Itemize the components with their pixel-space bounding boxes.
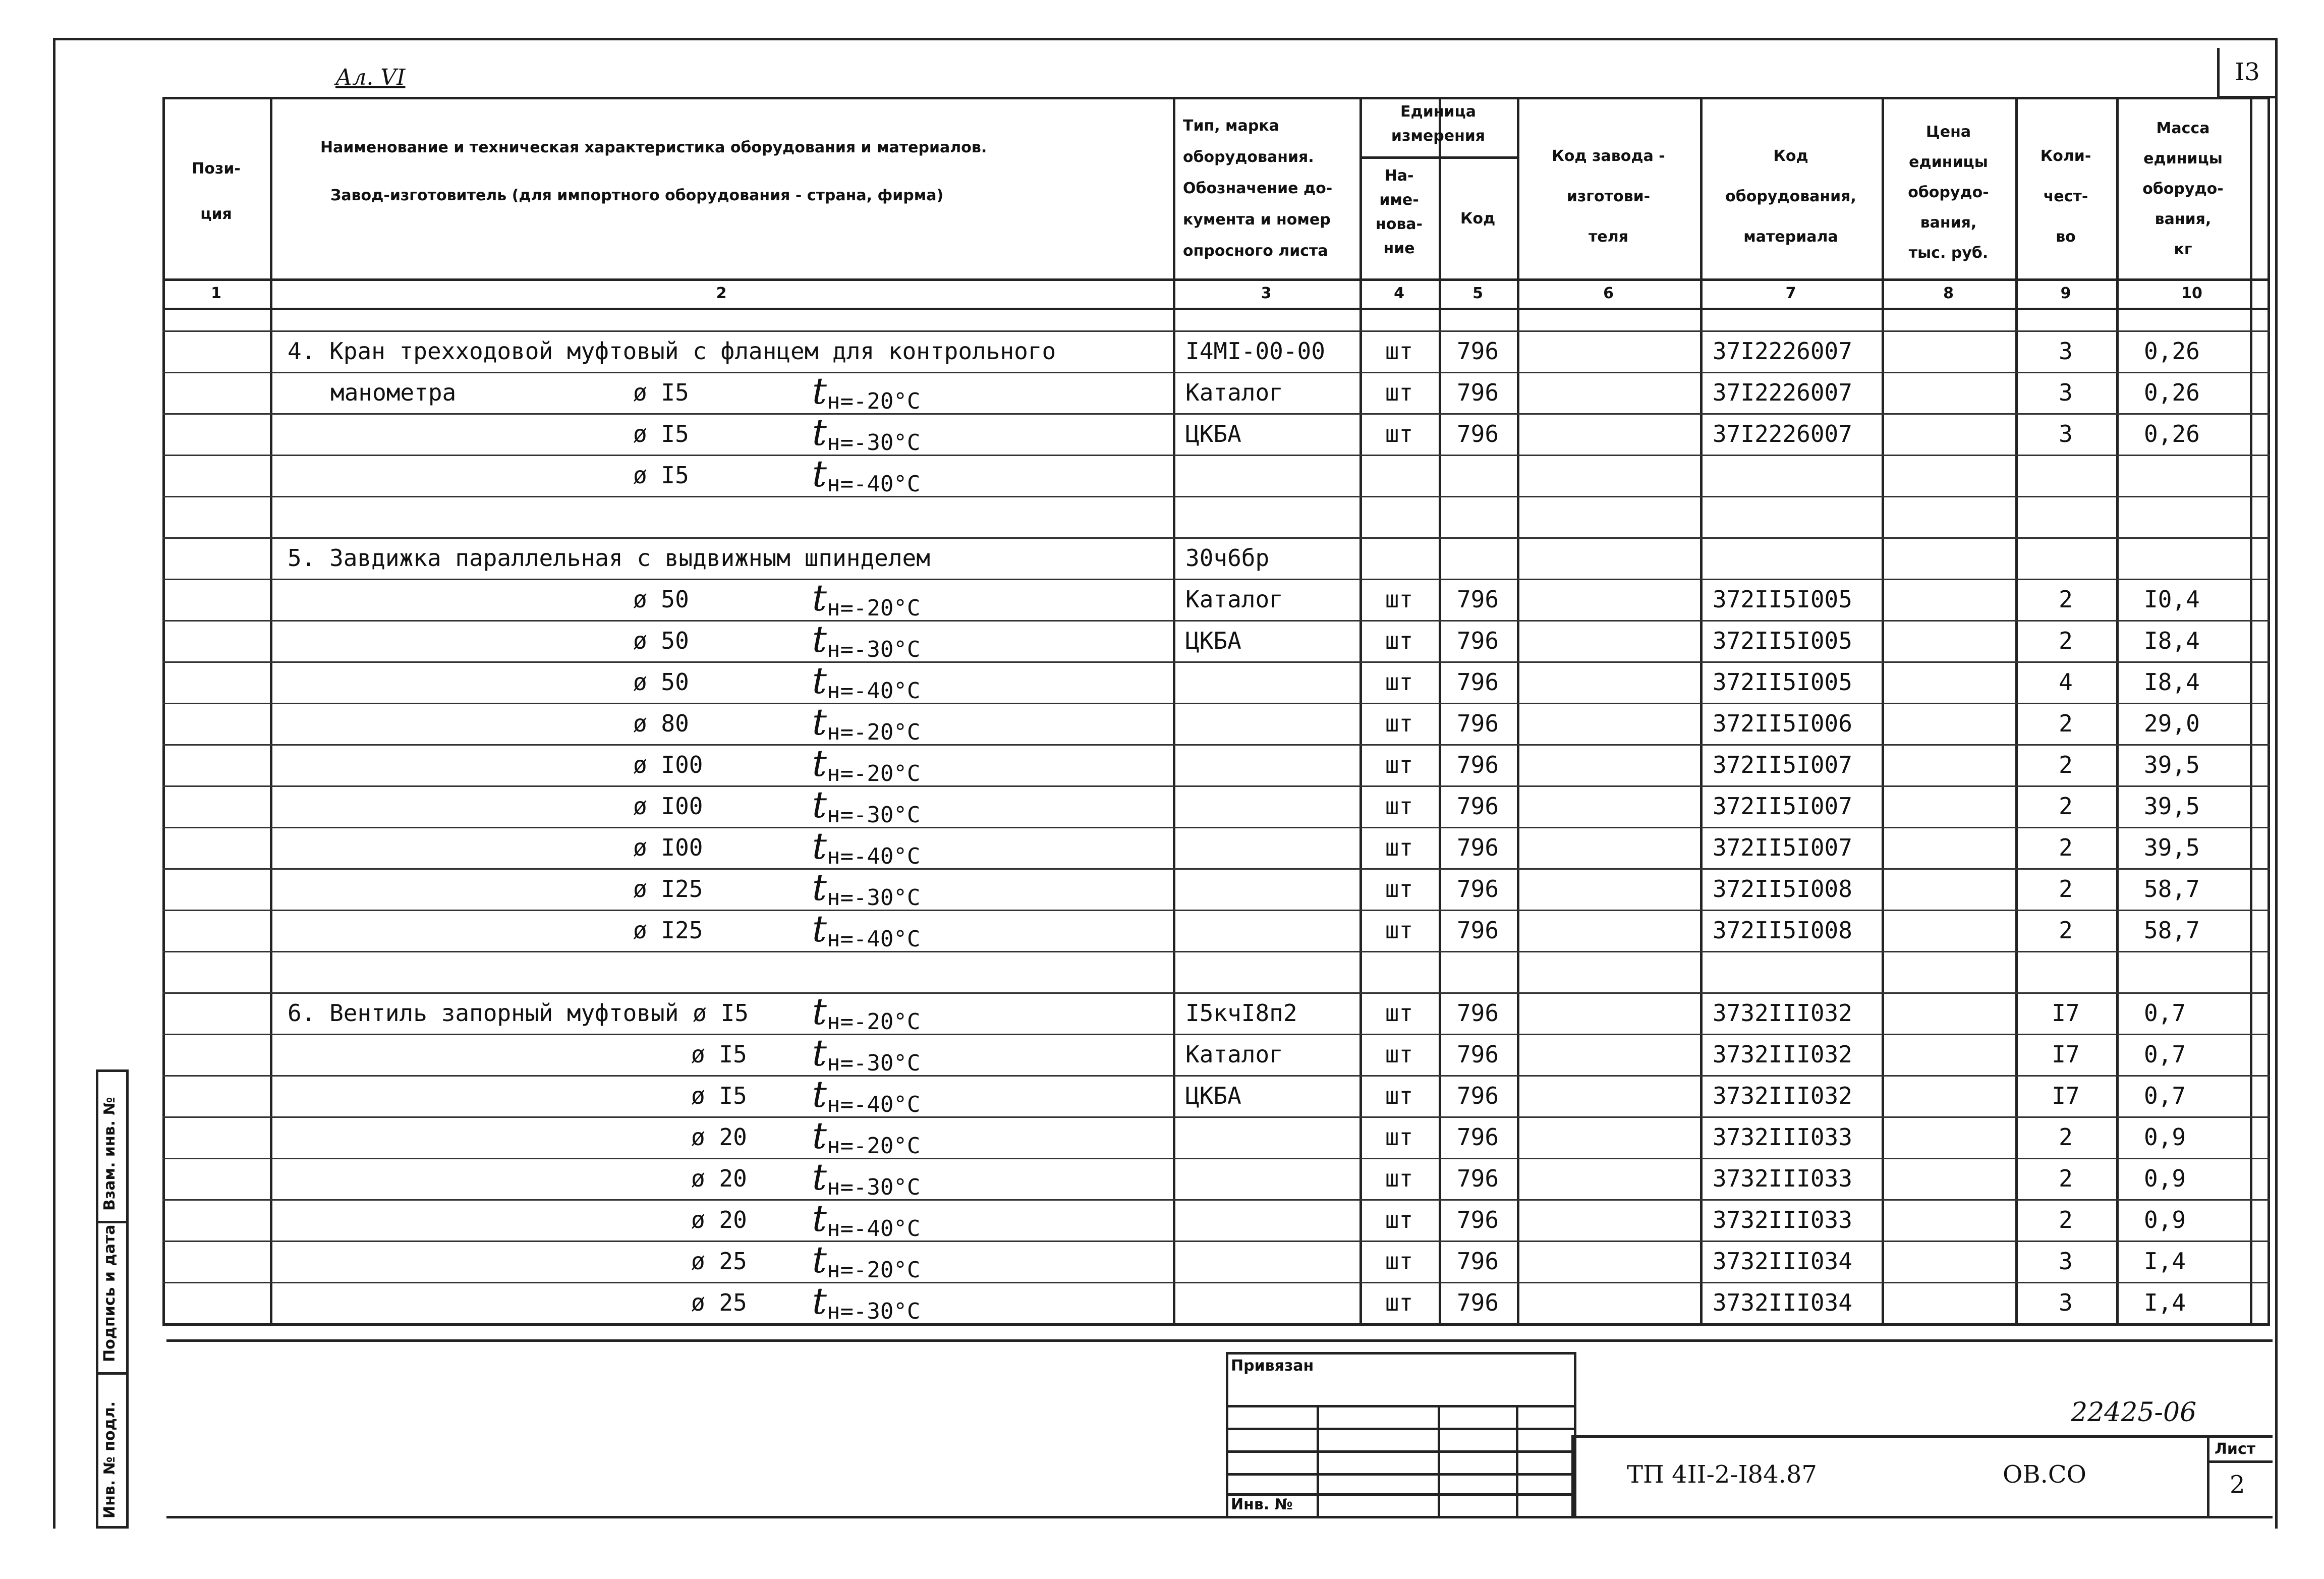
archive-number: 22425-06 (2071, 1397, 2197, 1428)
temp-value: =-20°C (840, 595, 921, 621)
nominal-diameter: ø 50 (633, 668, 689, 696)
quantity: 3 (2059, 379, 2073, 406)
equipment-type: I4MI-00-00 (1185, 337, 1325, 365)
design-temperature (812, 908, 920, 950)
inv-orig-label: Инв. № подл. (101, 1401, 119, 1518)
row-line (162, 1240, 2270, 1242)
row-line (162, 455, 2270, 456)
header-cell: Код (1460, 210, 1496, 228)
row-line (162, 496, 2270, 497)
unit-code: 796 (1456, 875, 1499, 903)
unit-mass: 39,5 (2144, 793, 2200, 820)
column-number: 5 (1472, 284, 1483, 302)
temp-symbol: t (812, 783, 827, 826)
unit-code: 796 (1456, 420, 1499, 447)
design-temperature (812, 1114, 920, 1157)
quantity: 4 (2059, 668, 2073, 696)
nominal-diameter: ø 20 (691, 1165, 747, 1192)
temp-symbol: t (812, 1238, 827, 1281)
sheet-value: 2 (2230, 1471, 2245, 1499)
equipment-type: Каталог (1185, 1041, 1283, 1068)
header-cell: На- (1384, 167, 1414, 185)
quantity: 2 (2059, 793, 2073, 820)
unit-mass: 0,26 (2144, 337, 2200, 365)
header-cell: име- (1379, 191, 1419, 209)
header-cell: опросного листа (1183, 242, 1328, 260)
design-temperature (812, 1032, 920, 1074)
temp-value: =-30°C (840, 1050, 921, 1076)
unit-name: шт (1385, 1041, 1413, 1068)
design-temperature (812, 1156, 920, 1198)
header-cell: тыс. руб. (1908, 244, 1989, 262)
unit-name: шт (1385, 1082, 1413, 1109)
temp-subscript: н (826, 761, 840, 786)
column-number: 1 (211, 284, 221, 302)
unit-name: шт (1385, 999, 1413, 1027)
sheet-number: I3 (2217, 48, 2275, 98)
unit-mass: I0,4 (2144, 586, 2200, 613)
row-line (162, 413, 2270, 415)
nominal-diameter: ø I5 (691, 1082, 747, 1109)
unit-name: шт (1385, 420, 1413, 447)
design-temperature (812, 1197, 921, 1242)
column-number: 2 (716, 284, 727, 302)
temp-value: =-20°C (840, 1009, 921, 1035)
equipment-code: 3732III033 (1713, 1206, 1852, 1233)
temp-symbol: t (812, 659, 827, 702)
nominal-diameter: ø I00 (633, 751, 703, 778)
temp-value: =-40°C (840, 926, 921, 952)
quantity: 2 (2059, 1206, 2073, 1233)
header-cell: единицы (1909, 153, 1988, 171)
row-line (162, 785, 2270, 787)
temp-symbol: t (812, 453, 827, 495)
equipment-type: Каталог (1185, 586, 1283, 613)
temp-value: =-30°C (840, 885, 921, 911)
equipment-code: 372II5I005 (1713, 668, 1852, 696)
quantity: 3 (2059, 1248, 2073, 1275)
header-cell: оборудо- (2142, 180, 2224, 198)
equipment-type: ЦКБА (1185, 627, 1241, 654)
equipment-code: 372II5I007 (1713, 751, 1852, 778)
temp-subscript: н (826, 1009, 840, 1035)
unit-mass: 58,7 (2144, 917, 2200, 944)
header-cell: Единица (1400, 103, 1476, 121)
unit-code: 796 (1456, 710, 1499, 737)
equipment-code: 372II5I008 (1713, 917, 1852, 944)
equipment-code: 3732III033 (1713, 1123, 1852, 1151)
equipment-code: 3732III033 (1713, 1165, 1852, 1192)
header-cell: ние (1383, 240, 1415, 257)
unit-name: шт (1385, 1165, 1413, 1192)
sheet-label: Лист (2215, 1440, 2256, 1458)
header-cell: ция (200, 205, 232, 223)
nominal-diameter: ø I5 (633, 462, 689, 489)
unit-code: 796 (1456, 917, 1499, 944)
temp-subscript: н (826, 1257, 840, 1283)
header-cell: нова- (1375, 215, 1423, 233)
inv-no-label: Инв. № (1231, 1496, 1293, 1513)
equipment-code: 372II5I005 (1713, 586, 1852, 613)
unit-code: 796 (1456, 1123, 1499, 1151)
unit-name: шт (1385, 1206, 1413, 1233)
header-cell: измерения (1391, 127, 1486, 145)
nominal-diameter: ø 50 (633, 627, 689, 654)
design-temperature (812, 1073, 920, 1115)
nominal-diameter: ø 20 (691, 1123, 747, 1151)
unit-code: 796 (1456, 751, 1499, 778)
quantity: 2 (2059, 875, 2073, 903)
unit-mass: 58,7 (2144, 875, 2200, 903)
temp-symbol: t (812, 742, 827, 784)
temp-value: =-30°C (840, 1299, 921, 1324)
temp-value: =-20°C (840, 1257, 921, 1283)
item-name: 5. Завдижка параллельная с выдвижным шпинделем (288, 544, 930, 572)
column-number: 8 (1943, 284, 1954, 302)
nominal-diameter: ø I00 (633, 793, 703, 820)
header-cell: Обозначение до- (1183, 180, 1333, 197)
unit-mass: 0,7 (2144, 1041, 2186, 1068)
header-cell: оборудования, (1725, 188, 1856, 205)
equipment-code: 372II5I007 (1713, 834, 1852, 861)
temp-symbol: t (812, 866, 827, 909)
nominal-diameter: ø 80 (633, 710, 689, 737)
temp-symbol: t (812, 1197, 827, 1239)
header-cell: единицы (2143, 150, 2223, 167)
quantity: 2 (2059, 751, 2073, 778)
quantity: 2 (2059, 710, 2073, 737)
design-temperature (812, 577, 920, 619)
unit-name: шт (1385, 710, 1413, 737)
equipment-type: Каталог (1185, 379, 1283, 406)
quantity: 2 (2059, 1123, 2073, 1151)
temp-value: =-40°C (840, 1216, 921, 1242)
column-number: 4 (1394, 284, 1404, 302)
temp-subscript: н (826, 1174, 840, 1200)
equipment-code: 372II5I005 (1713, 627, 1852, 654)
header-cell: Коли- (2040, 147, 2091, 165)
row-line (162, 372, 2270, 373)
unit-code: 796 (1456, 1206, 1499, 1233)
temp-symbol: t (812, 1114, 827, 1157)
temp-subscript: н (826, 1216, 840, 1242)
unit-mass: 0,26 (2144, 420, 2200, 447)
unit-mass: 39,5 (2144, 834, 2200, 861)
unit-name: шт (1385, 379, 1413, 406)
design-temperature (812, 453, 920, 495)
temp-symbol: t (812, 990, 827, 1033)
grid-hline (162, 97, 2270, 99)
temp-subscript: н (826, 471, 840, 497)
item-name: 6. Вентиль запорный муфтовый ø I5 (288, 999, 749, 1027)
temp-value: =-20°C (840, 1133, 921, 1159)
temp-symbol: t (812, 1280, 827, 1322)
quantity: 2 (2059, 627, 2073, 654)
temp-symbol: t (812, 370, 827, 412)
temp-subscript: н (826, 802, 840, 828)
equipment-code: 37I2226007 (1713, 337, 1852, 365)
row-line (162, 910, 2270, 911)
quantity: 2 (2059, 586, 2073, 613)
nominal-diameter: ø 50 (633, 586, 689, 613)
unit-code: 796 (1456, 586, 1499, 613)
header-cell: теля (1589, 228, 1628, 246)
unit-name: шт (1385, 1289, 1413, 1316)
unit-code: 796 (1456, 1041, 1499, 1068)
nominal-diameter: ø 25 (691, 1248, 747, 1275)
temp-subscript: н (826, 1133, 840, 1159)
temp-subscript: н (826, 678, 840, 704)
nominal-diameter: ø I25 (633, 917, 703, 944)
quantity: I7 (2052, 1082, 2080, 1109)
unit-code: 796 (1456, 337, 1499, 365)
design-temperature (812, 783, 920, 826)
temp-symbol: t (812, 908, 827, 950)
nominal-diameter: ø I5 (691, 1041, 747, 1068)
nominal-diameter: ø 20 (691, 1206, 747, 1233)
temp-value: =-30°C (840, 802, 921, 828)
row-line (162, 1158, 2270, 1159)
unit-name: шт (1385, 1123, 1413, 1151)
temp-value: =-30°C (840, 430, 921, 456)
unit-code: 796 (1456, 834, 1499, 861)
design-temperature (812, 618, 920, 660)
unit-name: шт (1385, 627, 1413, 654)
unit-name: шт (1385, 751, 1413, 778)
unit-name: шт (1385, 834, 1413, 861)
unit-mass: 0,9 (2144, 1123, 2186, 1151)
equipment-code: 3732III032 (1713, 999, 1852, 1027)
grid-hline (1359, 156, 1517, 159)
unit-code: 796 (1456, 1165, 1499, 1192)
quantity: I7 (2052, 1041, 2080, 1068)
header-cell: оборудо- (1908, 184, 1989, 201)
header-cell: Цена (1925, 123, 1971, 141)
design-temperature (812, 866, 920, 909)
unit-code: 796 (1456, 379, 1499, 406)
row-line (162, 537, 2270, 539)
quantity: 2 (2059, 917, 2073, 944)
temp-value: =-20°C (840, 719, 921, 745)
design-temperature (812, 411, 920, 454)
header-cell: вания, (1920, 214, 1977, 232)
row-line (162, 620, 2270, 622)
temp-symbol: t (812, 411, 827, 454)
unit-mass: 0,9 (2144, 1165, 2186, 1192)
equipment-type: ЦКБА (1185, 420, 1241, 447)
temp-symbol: t (812, 825, 827, 867)
header-cell: Масса (2156, 120, 2210, 137)
unit-mass: 0,7 (2144, 999, 2186, 1027)
equipment-type: I5кчI8п2 (1185, 999, 1297, 1027)
unit-code: 796 (1456, 793, 1499, 820)
temp-subscript: н (826, 926, 840, 952)
equipment-code: 3732III032 (1713, 1082, 1852, 1109)
equipment-code: 372II5I008 (1713, 875, 1852, 903)
quantity: I7 (2052, 999, 2080, 1027)
design-temperature (812, 742, 920, 784)
unit-name: шт (1385, 793, 1413, 820)
temp-value: =-30°C (840, 1174, 921, 1200)
design-temperature (812, 659, 920, 702)
sign-date-label: Подпись и дата (101, 1224, 119, 1362)
unit-name: шт (1385, 586, 1413, 613)
header-cell: изготови- (1566, 188, 1651, 205)
unit-mass: I8,4 (2144, 668, 2200, 696)
row-line (162, 330, 2270, 332)
nominal-diameter: ø 25 (691, 1289, 747, 1316)
temp-subscript: н (826, 388, 840, 414)
header-cell: Завод-изготовитель (для импортного оборудования - страна, фирма) (330, 187, 944, 204)
unit-code: 796 (1456, 668, 1499, 696)
header-cell: Тип, марка (1183, 117, 1279, 135)
unit-mass: 0,9 (2144, 1206, 2186, 1233)
temp-value: =-20°C (840, 388, 921, 414)
unit-name: шт (1385, 668, 1413, 696)
header-cell: оборудования. (1183, 148, 1314, 166)
unit-mass: I,4 (2144, 1248, 2186, 1275)
album-label: Ал. VI (335, 65, 406, 90)
equipment-code: 3732III034 (1713, 1289, 1852, 1316)
privyazan-label: Привязан (1231, 1357, 1314, 1375)
temp-symbol: t (812, 1073, 827, 1115)
nominal-diameter: ø I5 (633, 379, 689, 406)
header-cell: во (2056, 228, 2076, 246)
quantity: 3 (2059, 337, 2073, 365)
temp-symbol: t (812, 618, 827, 660)
design-temperature (812, 1238, 920, 1281)
column-number: 7 (1785, 284, 1796, 302)
unit-code: 796 (1456, 999, 1499, 1027)
temp-subscript: н (826, 637, 840, 662)
header-cell: Пози- (192, 160, 241, 178)
temp-symbol: t (812, 577, 827, 619)
header-cell: материала (1743, 228, 1838, 246)
unit-mass: I,4 (2144, 1289, 2186, 1316)
equipment-code: 3732III034 (1713, 1248, 1852, 1275)
row-line (162, 1034, 2270, 1035)
item-name: 4. Кран трехходовой муфтовый с фланцем для контрольного (288, 337, 1056, 365)
unit-name: шт (1385, 337, 1413, 365)
temp-subscript: н (826, 1299, 840, 1324)
row-line (162, 579, 2270, 580)
column-number: 3 (1261, 284, 1272, 302)
column-number: 9 (2060, 284, 2071, 302)
row-line (162, 1116, 2270, 1118)
design-temperature (812, 370, 920, 412)
temp-value: =-40°C (840, 843, 921, 869)
unit-mass: I8,4 (2144, 627, 2200, 654)
unit-mass: 29,0 (2144, 710, 2200, 737)
equipment-type: 30ч6бр (1185, 544, 1270, 572)
design-temperature (812, 701, 920, 743)
temp-symbol: t (812, 1156, 827, 1198)
equipment-code: 37I2226007 (1713, 379, 1852, 406)
row-line (162, 744, 2270, 746)
nominal-diameter: ø I5 (633, 420, 689, 447)
design-temperature (812, 990, 920, 1033)
row-line (162, 661, 2270, 663)
temp-subscript: н (826, 1092, 840, 1117)
row-line (162, 827, 2270, 828)
header-cell: вания, (2155, 210, 2212, 228)
item-name: манометра (330, 379, 457, 406)
row-line (162, 951, 2270, 952)
row-line (162, 1075, 2270, 1077)
equipment-type: ЦКБА (1185, 1082, 1241, 1109)
temp-subscript: н (826, 885, 840, 911)
unit-code: 796 (1456, 627, 1499, 654)
temp-value: =-40°C (840, 471, 921, 497)
temp-value: =-40°C (840, 678, 921, 704)
doc-code: ТП 4II-2-I84.87 (1627, 1460, 1817, 1489)
row-line (162, 868, 2270, 870)
column-number: 6 (1603, 284, 1614, 302)
unit-code: 796 (1456, 1082, 1499, 1109)
row-line (162, 1199, 2270, 1201)
unit-name: шт (1385, 917, 1413, 944)
row-line (162, 992, 2270, 994)
temp-value: =-30°C (840, 637, 921, 662)
header-cell: Наименование и техническая характеристика оборудования и материалов. (320, 139, 987, 156)
unit-name: шт (1385, 875, 1413, 903)
equipment-code: 372II5I006 (1713, 710, 1852, 737)
row-line (162, 1323, 2270, 1326)
unit-name: шт (1385, 1248, 1413, 1275)
equipment-code: 37I2226007 (1713, 420, 1852, 447)
header-cell: кг (2174, 241, 2192, 258)
temp-subscript: н (826, 1050, 840, 1076)
doc-suffix: ОВ.СО (2003, 1460, 2086, 1489)
temp-value: =-40°C (840, 1092, 921, 1117)
design-temperature (812, 825, 920, 867)
unit-mass: 0,7 (2144, 1082, 2186, 1109)
unit-code: 796 (1456, 1248, 1499, 1275)
temp-subscript: н (826, 595, 840, 621)
temp-subscript: н (826, 843, 840, 869)
header-cell: чест- (2043, 188, 2088, 205)
column-number: 10 (2181, 284, 2202, 302)
equipment-code: 3732III032 (1713, 1041, 1852, 1068)
temp-subscript: н (826, 430, 840, 456)
nominal-diameter: ø I25 (633, 875, 703, 903)
unit-mass: 39,5 (2144, 751, 2200, 778)
temp-symbol: t (812, 701, 827, 743)
header-cell: Код завода - (1552, 147, 1665, 165)
unit-code: 796 (1456, 1289, 1499, 1316)
quantity: 2 (2059, 1165, 2073, 1192)
temp-symbol: t (812, 1032, 827, 1074)
row-line (162, 703, 2270, 704)
vzam-inv-label: Взам. инв. № (101, 1097, 119, 1211)
quantity: 3 (2059, 420, 2073, 447)
grid-hline (162, 308, 2270, 310)
design-temperature (812, 1280, 920, 1322)
temp-subscript: н (826, 719, 840, 745)
nominal-diameter: ø I00 (633, 834, 703, 861)
header-cell: кумента и номер (1183, 211, 1331, 229)
header-cell: Код (1773, 147, 1808, 165)
quantity: 2 (2059, 834, 2073, 861)
unit-mass: 0,26 (2144, 379, 2200, 406)
temp-value: =-20°C (840, 761, 921, 786)
quantity: 3 (2059, 1289, 2073, 1316)
equipment-code: 372II5I007 (1713, 793, 1852, 820)
row-line (162, 1282, 2270, 1283)
